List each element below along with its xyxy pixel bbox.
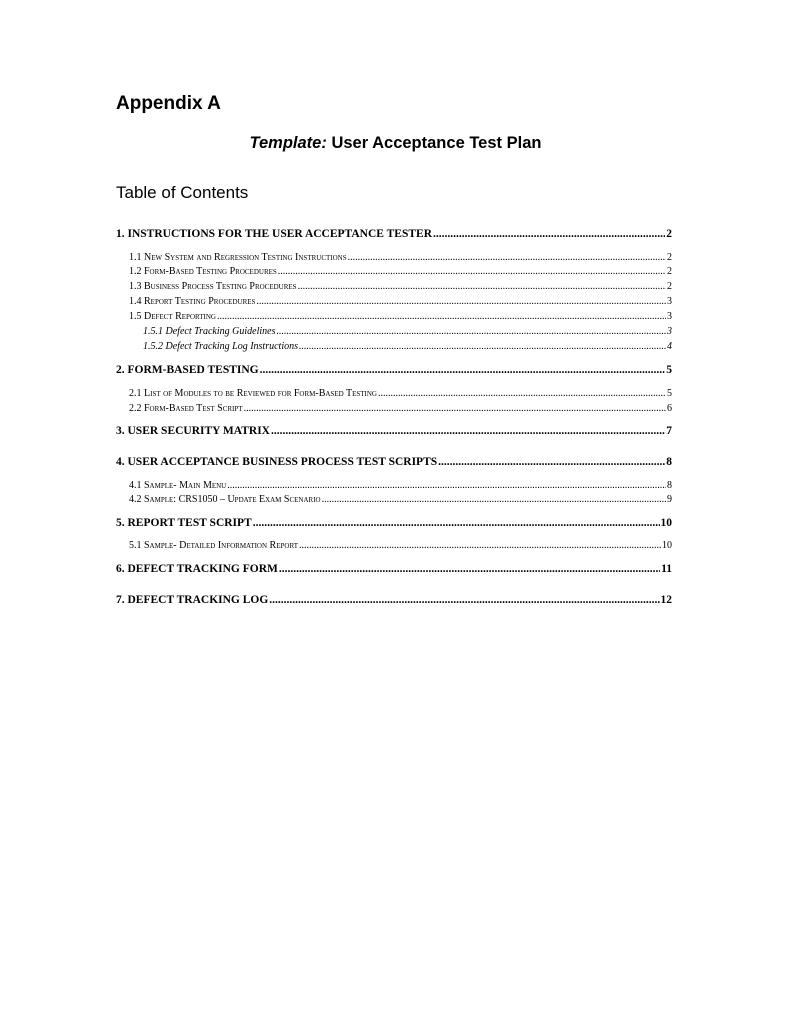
toc-leader	[278, 266, 666, 277]
toc-entry-page: 2	[667, 252, 672, 263]
toc-entry[interactable]	[116, 403, 672, 414]
toc-entry[interactable]	[116, 326, 672, 337]
toc-entry-title: 1.3 Business Process Testing Procedures	[129, 281, 297, 292]
toc-entry-page: 8	[666, 456, 672, 468]
toc-entry[interactable]	[116, 456, 672, 468]
toc-entry[interactable]	[116, 494, 672, 505]
toc-leader	[271, 425, 665, 437]
toc-entry[interactable]	[116, 517, 672, 529]
toc-entry-title: 2. FORM-BASED TESTING	[116, 364, 259, 376]
toc-leader	[299, 341, 666, 352]
template-title: User Acceptance Test Plan	[331, 134, 542, 152]
toc-leader	[253, 517, 660, 529]
toc-entry[interactable]	[116, 311, 672, 322]
toc-entry-title: 6. DEFECT TRACKING FORM	[116, 563, 278, 575]
toc-leader	[322, 494, 666, 505]
toc-leader	[299, 540, 661, 551]
toc-leader	[348, 252, 666, 263]
toc-entry-page: 5	[667, 388, 672, 399]
toc-entry-title: 2.2 Form-Based Test Script	[129, 403, 243, 414]
toc-entry[interactable]	[116, 266, 672, 277]
toc-leader	[260, 364, 666, 376]
toc-entry-title: 1.2 Form-Based Testing Procedures	[129, 266, 277, 277]
toc-entry-title: 4.1 Sample- Main Menu	[129, 480, 227, 491]
toc-leader	[438, 456, 665, 468]
toc-entry-page: 10	[660, 517, 672, 529]
toc-entry-title: 1.5.2 Defect Tracking Log Instructions	[143, 341, 298, 352]
toc-entry-page: 9	[667, 494, 672, 505]
toc-entry-page: 2	[667, 281, 672, 292]
toc-entry-page: 3	[667, 311, 672, 322]
toc-entry-page: 12	[660, 594, 672, 606]
toc-entry-page: 11	[661, 563, 672, 575]
toc-entry[interactable]	[116, 594, 672, 606]
toc-entry[interactable]	[116, 480, 672, 491]
toc-leader	[433, 228, 665, 240]
toc-leader	[298, 281, 666, 292]
toc-entry-page: 7	[666, 425, 672, 437]
toc-entry-title: 4. USER ACCEPTANCE BUSINESS PROCESS TEST SCRIPTS	[116, 456, 438, 468]
toc-entry[interactable]	[116, 540, 672, 551]
toc-entry[interactable]	[116, 281, 672, 292]
toc-entry-title: 1.5 Defect Reporting	[129, 311, 216, 322]
toc-entry-page: 3	[667, 296, 672, 307]
toc-entry[interactable]	[116, 252, 672, 263]
toc-entry-title: 1. INSTRUCTIONS FOR THE USER ACCEPTANCE TESTER	[116, 228, 433, 240]
document-title	[0, 134, 791, 153]
toc-entry[interactable]	[116, 296, 672, 307]
toc-leader	[217, 311, 666, 322]
toc-entry-page: 8	[667, 480, 672, 491]
toc-entry-page: 2	[667, 266, 672, 277]
toc-entry[interactable]	[116, 364, 672, 376]
toc-entry-page: 3	[667, 326, 672, 337]
toc-entry[interactable]	[116, 341, 672, 352]
toc-entry[interactable]	[116, 425, 672, 437]
toc-entry-title: 5. REPORT TEST SCRIPT	[116, 517, 252, 529]
toc-leader	[256, 296, 666, 307]
toc-entry-page: 10	[662, 540, 672, 551]
toc-leader	[276, 326, 666, 337]
toc-leader	[279, 563, 660, 575]
toc-leader	[269, 594, 659, 606]
toc-entry-title: 2.1 List of Modules to be Reviewed for Form-Based Testing	[129, 388, 377, 399]
toc-leader	[244, 403, 666, 414]
toc-heading: Table of Contents	[116, 183, 249, 202]
toc-entry-page: 5	[666, 364, 672, 376]
toc-entry-title: 4.2 Sample: CRS1050 – Update Exam Scenario	[129, 494, 321, 505]
toc-entry-title: 3. USER SECURITY MATRIX	[116, 425, 270, 437]
toc-entry[interactable]	[116, 563, 672, 575]
toc-entry-title: 5.1 Sample- Detailed Information Report	[129, 540, 298, 551]
toc-entry-title: 1.5.1 Defect Tracking Guidelines	[143, 326, 276, 337]
toc-leader	[378, 388, 666, 399]
toc-entry-page: 2	[666, 228, 672, 240]
toc-entry[interactable]	[116, 388, 672, 399]
toc-entry-page: 4	[667, 341, 672, 352]
toc-entry-title: 1.4 Report Testing Procedures	[129, 296, 256, 307]
toc-entry-title: 7. DEFECT TRACKING LOG	[116, 594, 269, 606]
toc-entry-title: 1.1 New System and Regression Testing Instructions	[129, 252, 347, 263]
appendix-heading: Appendix A	[116, 93, 221, 114]
toc-entry[interactable]	[116, 228, 672, 240]
template-label: Template:	[249, 134, 327, 152]
toc-entry-page: 6	[667, 403, 672, 414]
toc-leader	[227, 480, 666, 491]
